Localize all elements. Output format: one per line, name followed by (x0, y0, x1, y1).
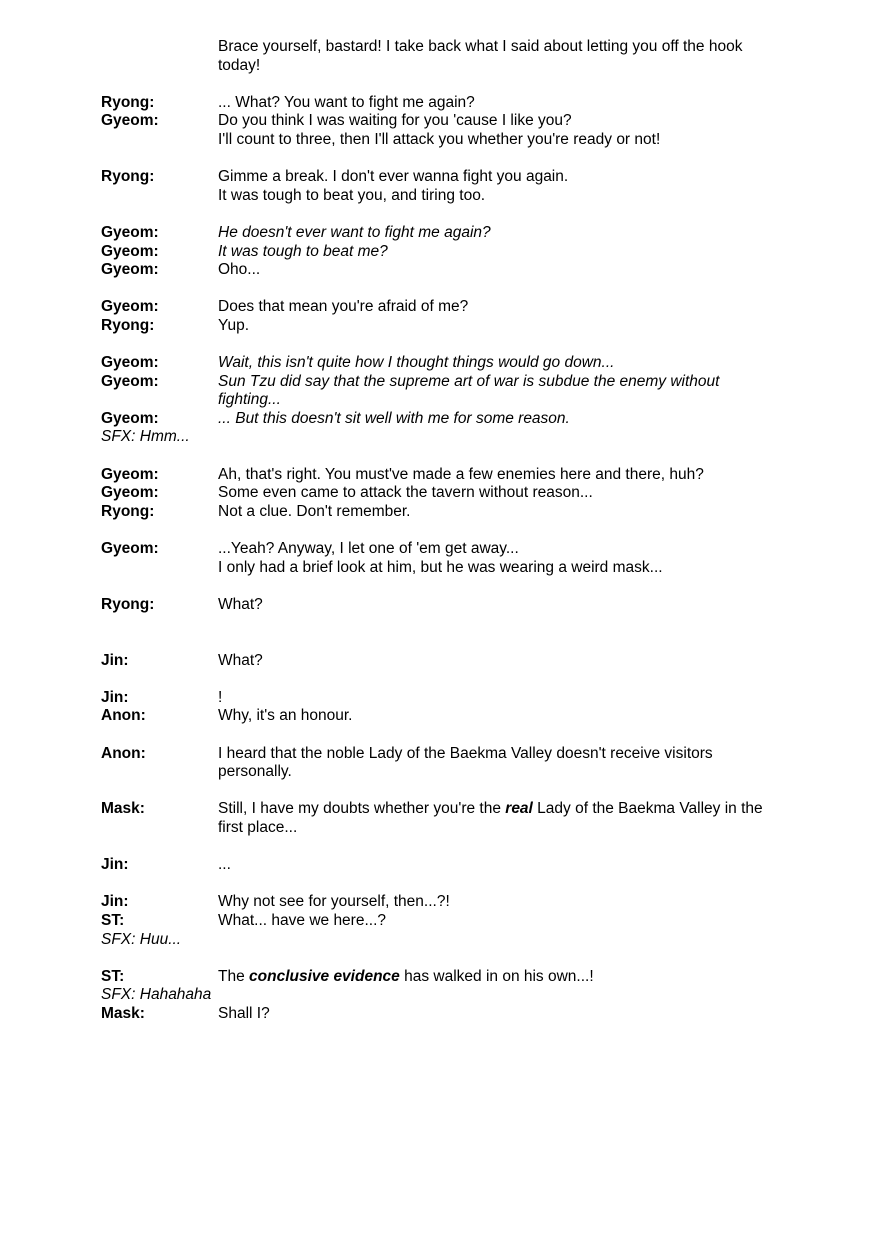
dialogue-block (0, 354, 869, 447)
dialogue-block (0, 540, 869, 577)
emphasis-text: real (505, 800, 533, 818)
dialogue-line (0, 484, 869, 503)
speaker-name: Jin: (101, 893, 129, 911)
dialogue-text: Ah, that's right. You must've made a few enemies here and there, huh? (218, 465, 704, 483)
speaker-name: Mask: (101, 1004, 145, 1022)
dialogue-text: He doesn't ever want to fight me again? (218, 223, 491, 241)
dialogue-line (0, 856, 869, 875)
dialogue-line (0, 893, 869, 912)
dialogue-block (0, 466, 869, 522)
dialogue-block (0, 689, 869, 726)
dialogue-line (0, 373, 869, 410)
dialogue-text: Shall I? (218, 1004, 270, 1022)
text-segment: Still, I have my doubts whether you're the (218, 800, 506, 818)
dialogue-line (0, 354, 869, 373)
dialogue-line (0, 689, 869, 708)
dialogue-text: What... have we here...? (218, 911, 387, 929)
dialogue-text: Sun Tzu did say that the supreme art of war is subdue the enemy without fighting... (218, 372, 720, 409)
dialogue-line (0, 317, 869, 336)
dialogue-line (0, 112, 869, 149)
dialogue-text (218, 800, 778, 837)
speaker-name: ST: (101, 967, 125, 985)
text-segment: The (218, 967, 250, 985)
dialogue-text: Gimme a break. I don't ever wanna fight you again. It was tough to beat you, and tiring too. (218, 168, 569, 204)
speaker-name: Gyeom: (101, 223, 159, 241)
dialogue-text: ...Yeah? Anyway, I let one of 'em get away... I only had a brief look at him, but he was wearing a weird mask... (218, 540, 663, 576)
dialogue-line (0, 261, 869, 280)
dialogue-block (0, 968, 869, 1024)
dialogue-line (0, 410, 869, 429)
text-segment: has walked in on his own...! (399, 967, 594, 985)
dialogue-text: Oho... (218, 261, 261, 279)
dialogue-text: Why not see for yourself, then...?! (218, 893, 450, 911)
dialogue-block (0, 168, 869, 205)
dialogue-text: Do you think I was waiting for you 'cause I like you? I'll count to three, then I'll attack you whether you're ready or not! (218, 112, 661, 148)
dialogue-line (0, 652, 869, 671)
dialogue-text: What? (218, 651, 263, 669)
dialogue-block (0, 38, 869, 75)
sfx-note: SFX: Hmm... (101, 428, 190, 446)
speaker-name: Gyeom: (101, 242, 159, 260)
dialogue-text: ... (218, 856, 231, 874)
dialogue-text: Wait, this isn't quite how I thought things would go down... (218, 354, 615, 372)
dialogue-line (0, 94, 869, 113)
sfx-note: SFX: Hahahaha (101, 986, 212, 1004)
speaker-name: ST: (101, 911, 125, 929)
speaker-name: Ryong: (101, 168, 155, 186)
speaker-name: Anon: (101, 744, 146, 762)
speaker-name: Ryong: (101, 502, 155, 520)
dialogue-line (0, 800, 869, 837)
dialogue-block (0, 893, 869, 949)
dialogue-text: Does that mean you're afraid of me? (218, 298, 469, 316)
speaker-name: Gyeom: (101, 354, 159, 372)
dialogue-block (0, 596, 869, 615)
dialogue-block (0, 298, 869, 335)
dialogue-text: Yup. (218, 316, 250, 334)
dialogue-line (0, 503, 869, 522)
dialogue-line (0, 298, 869, 317)
dialogue-line (0, 912, 869, 931)
emphasis-text: conclusive evidence (249, 967, 400, 985)
dialogue-block (0, 800, 869, 837)
dialogue-block (0, 224, 869, 280)
speaker-name: Gyeom: (101, 112, 159, 130)
dialogue-text: What? (218, 595, 263, 613)
speaker-name: Jin: (101, 688, 129, 706)
dialogue-line (0, 540, 869, 577)
speaker-name: Gyeom: (101, 540, 159, 558)
dialogue-line (0, 596, 869, 615)
text-segment: Lady of the Baekma Valley in the first place... (218, 800, 763, 836)
dialogue-block (0, 94, 869, 150)
dialogue-text: Not a clue. Don't remember. (218, 502, 411, 520)
dialogue-text: I heard that the noble Lady of the Baekma Valley doesn't receive visitors personally. (218, 744, 713, 781)
dialogue-line (0, 466, 869, 485)
sfx-note: SFX: Huu... (101, 930, 182, 948)
dialogue-text: Some even came to attack the tavern without reason... (218, 484, 593, 502)
dialogue-line (0, 168, 869, 205)
speaker-name: Ryong: (101, 93, 155, 111)
dialogue-text: ... But this doesn't sit well with me for some reason. (218, 409, 570, 427)
dialogue-text: It was tough to beat me? (218, 242, 388, 260)
dialogue-line (0, 1005, 869, 1024)
speaker-name: Gyeom: (101, 465, 159, 483)
script-page (0, 38, 869, 1042)
dialogue-line (0, 38, 869, 75)
dialogue-line (0, 224, 869, 243)
dialogue-block (0, 652, 869, 671)
dialogue-text (218, 968, 778, 987)
speaker-name: Anon: (101, 707, 146, 725)
speaker-name: Gyeom: (101, 261, 159, 279)
speaker-name: Jin: (101, 856, 129, 874)
dialogue-text: Brace yourself, bastard! I take back what I said about letting you off the hook today! (218, 38, 743, 74)
dialogue-text: Why, it's an honour. (218, 707, 353, 725)
speaker-name: Jin: (101, 651, 129, 669)
dialogue-block (0, 745, 869, 782)
speaker-name: Ryong: (101, 316, 155, 334)
speaker-name: Gyeom: (101, 372, 159, 390)
dialogue-text: ! (218, 688, 223, 706)
speaker-name: Gyeom: (101, 484, 159, 502)
dialogue-text: ... What? You want to fight me again? (218, 93, 475, 111)
dialogue-line (0, 968, 869, 987)
speaker-name: Mask: (101, 800, 145, 818)
dialogue-line (0, 745, 869, 782)
dialogue-line (0, 707, 869, 726)
dialogue-line (0, 243, 869, 262)
speaker-name: Ryong: (101, 595, 155, 613)
dialogue-block (0, 856, 869, 875)
speaker-name: Gyeom: (101, 409, 159, 427)
speaker-name: Gyeom: (101, 298, 159, 316)
